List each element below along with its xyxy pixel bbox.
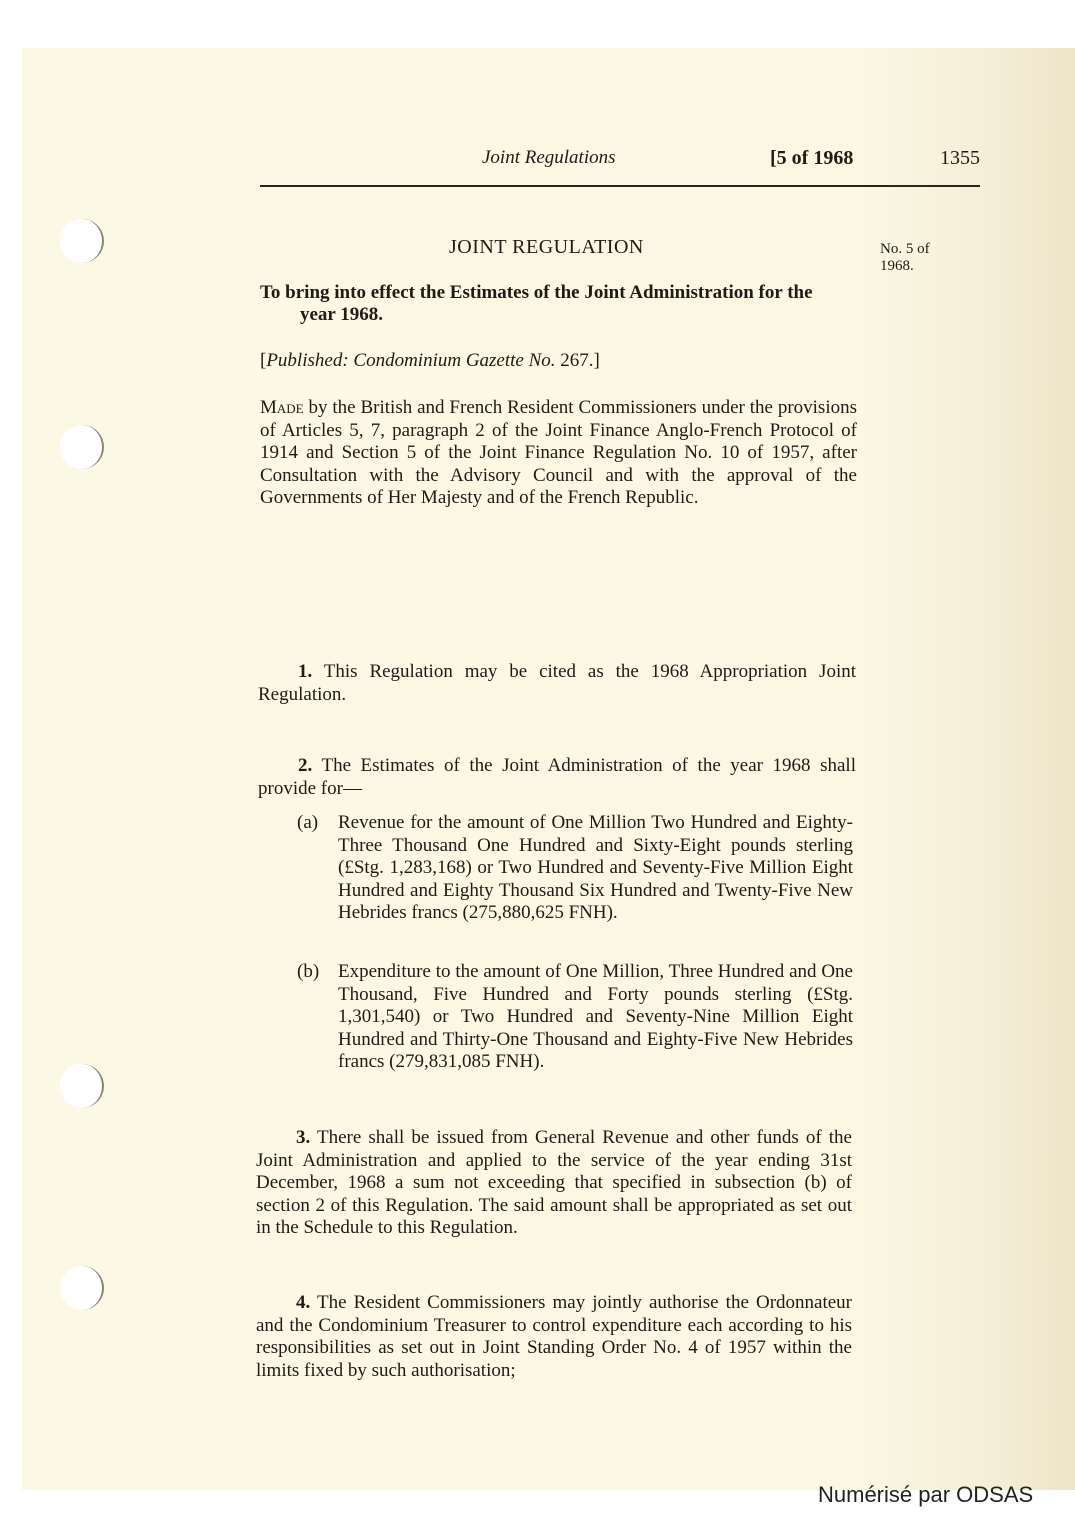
section-number: 3. bbox=[296, 1127, 311, 1148]
section-number: 1. bbox=[298, 661, 313, 682]
section-text: The Resident Commissioners may jointly authorise the Ordonnateur and the Condominium Treasurer to control expenditure each according to his responsibilities as set out in Joint Standing Order No. 4 of 1957 within the limits fixed by such authorisation; bbox=[256, 1292, 852, 1381]
publication-number: 267.] bbox=[555, 350, 600, 371]
preamble-text: by the British and French Resident Commissioners under the provisions of Articles 5, 7, paragraph 2 of the Joint Finance Anglo-French Protocol of 1914 and Section 5 of the Joint Finance Regulation No. 10 of 1957, after Consultation with the Advisory Council and with the approval of the Governments of Her Majesty and of the French Republic. bbox=[260, 397, 857, 508]
section-text: The Estimates of the Joint Administration of the year 1968 shall provide for— bbox=[258, 755, 856, 799]
document-heading: JOINT REGULATION bbox=[449, 236, 644, 258]
section-number: 4. bbox=[296, 1292, 311, 1313]
section-text: This Regulation may be cited as the 1968 Appropriation Joint Regulation. bbox=[258, 661, 856, 705]
section-2 bbox=[258, 755, 856, 800]
subsection-label: (b) bbox=[297, 961, 320, 982]
punch-hole bbox=[60, 425, 104, 469]
punch-hole bbox=[60, 1064, 104, 1108]
page-number: 1355 bbox=[940, 147, 980, 169]
margin-note bbox=[880, 241, 970, 275]
subsection-label: (a) bbox=[297, 812, 319, 833]
title-line: To bring into effect the Estimates of the Joint Administration for the bbox=[260, 282, 813, 303]
section-number: 2. bbox=[298, 755, 313, 776]
running-title: Joint Regulations bbox=[482, 147, 616, 168]
section-1 bbox=[258, 661, 856, 706]
punch-hole bbox=[60, 1266, 104, 1310]
margin-note-line: 1968. bbox=[880, 258, 914, 274]
section-text: There shall be issued from General Revenue and other funds of the Joint Administration and applied to the service of the year ending 31st December, 1968 a sum not exceeding that specified in subsection (b) of section 2 of this Regulation. The said amount shall be appropriated as set out in the Schedule to this Regulation. bbox=[256, 1127, 852, 1238]
publication-bracket: [ bbox=[260, 350, 267, 371]
preamble bbox=[260, 397, 857, 510]
preamble-lead: Made bbox=[260, 397, 304, 418]
punch-hole bbox=[60, 219, 104, 263]
regulation-title bbox=[260, 282, 858, 326]
publication-label: Published: Condominium Gazette No. bbox=[266, 350, 556, 371]
digitization-credit: Numérisé par ODSAS bbox=[818, 1482, 1034, 1507]
section-3 bbox=[256, 1127, 852, 1240]
subsection-text: Revenue for the amount of One Million Two Hundred and Eighty-Three Thousand One Hundred and Sixty-Eight pounds sterling (£Stg. 1,283,168) or Two Hundred and Seventy-Five Million Eight Hundred and Eighty Thousand Six Hundred and Twenty-Five New Hebrides francs (275,880,625 FNH). bbox=[338, 812, 853, 923]
regulation-number: [5 of 1968 bbox=[770, 147, 854, 169]
publication-note bbox=[260, 350, 600, 372]
margin-note-line: No. 5 of bbox=[880, 241, 930, 257]
title-line: year 1968. bbox=[300, 304, 384, 325]
subsection-text: Expenditure to the amount of One Million, Three Hundred and One Thousand, Five Hundred and Forty pounds sterling (£Stg. 1,301,540) or Two Hundred and Seventy-Nine Million Eight Hundred and Thirty-One Thousand and Eighty-Five New Hebrides francs (279,831,085 FNH). bbox=[338, 961, 853, 1072]
header-rule bbox=[260, 185, 980, 187]
section-4 bbox=[256, 1292, 852, 1382]
